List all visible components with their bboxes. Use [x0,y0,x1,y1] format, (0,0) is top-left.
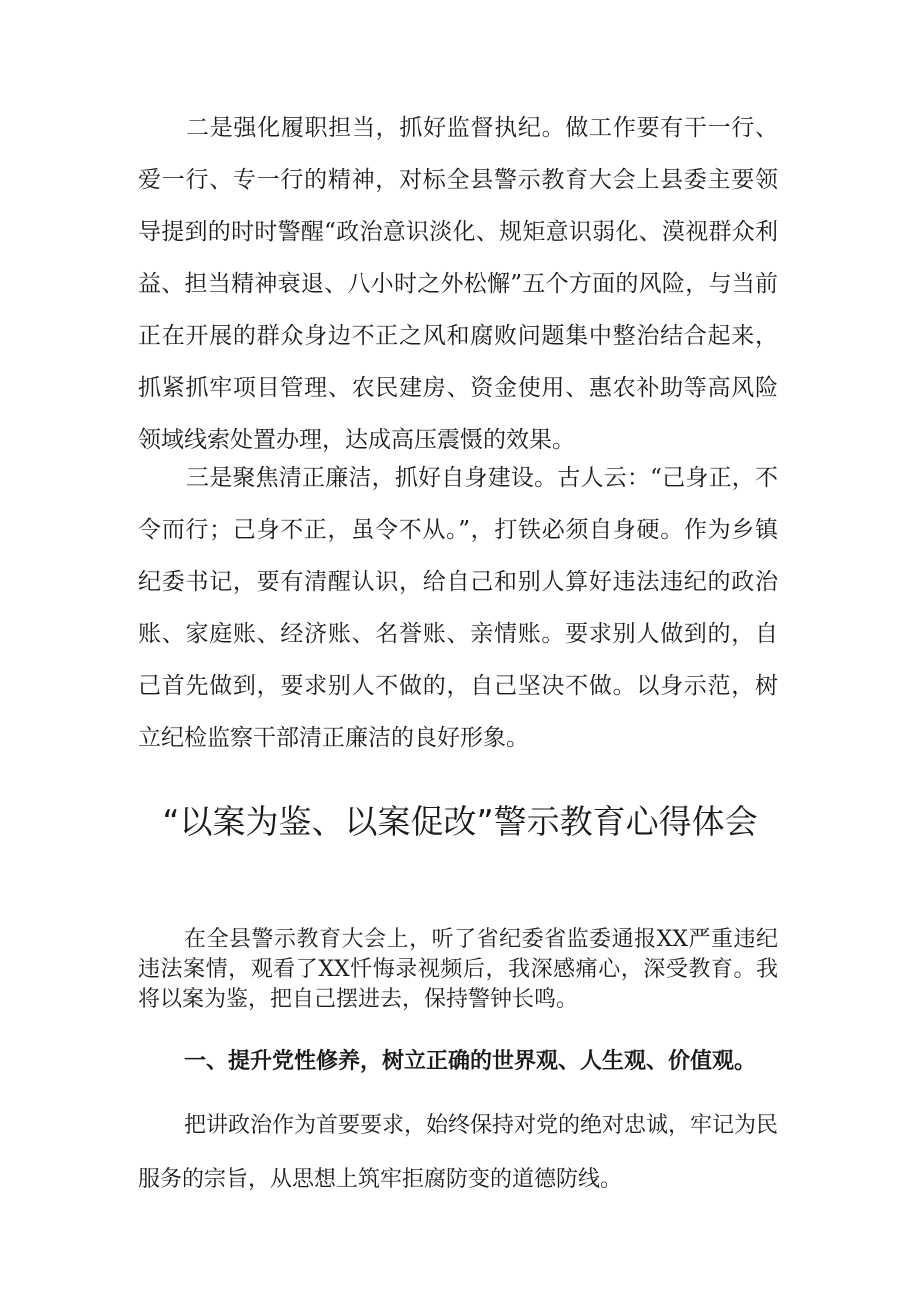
paragraph-duty: 二是强化履职担当，抓好监督执纪。做工作要有干一行、爱一行、专一行的精神，对标全县警示教育大会上县委主要领导提到的时时警醒“政治意识淡化、规矩意识弱化、漠视群众利益、担当精神衰退、八小时之外松懈”五个方面的风险，与当前正在开展的群众身边不正之风和腐败问题集中整治结合起来，抓紧抓牢项目管理、农民建房、资金使用、惠农补助等高风险领域线索处置办理，达成高压震慑的效果。 [138,115,778,453]
paragraph-intro: 在全县警示教育大会上，听了省纪委省监委通报XX严重违纪违法案情，观看了XX忏悔录视频后，我深感痛心，深受教育。我将以案为鉴，把自己摆进去，保持警钟长鸣。 [138,927,778,1012]
paragraph-integrity: 三是聚焦清正廉洁，抓好自身建设。古人云：“己身正，不令而行；己身不正，虽令不从。”，打铁必须自身硬。作为乡镇纪委书记，要有清醒认识，给自己和别人算好违法违纪的政治账、家庭账、经济账、名誉账、亲情账。要求别人做到的，自己首先做到，要求别人不做的，自己坚决不做。以身示范，树立纪检监察干部清正廉洁的良好形象。 [138,465,778,751]
section-heading: 一、提升党性修养，树立正确的世界观、人生观、价值观。 [184,1049,757,1074]
paragraph-politics: 把讲政治作为首要要求，始终保持对党的绝对忠诚，牢记为民服务的宗旨，从思想上筑牢拒腐防变的道德防线。 [138,1113,779,1192]
article-title: “以案为鉴、以案促改”警示教育心得体会 [162,802,758,841]
